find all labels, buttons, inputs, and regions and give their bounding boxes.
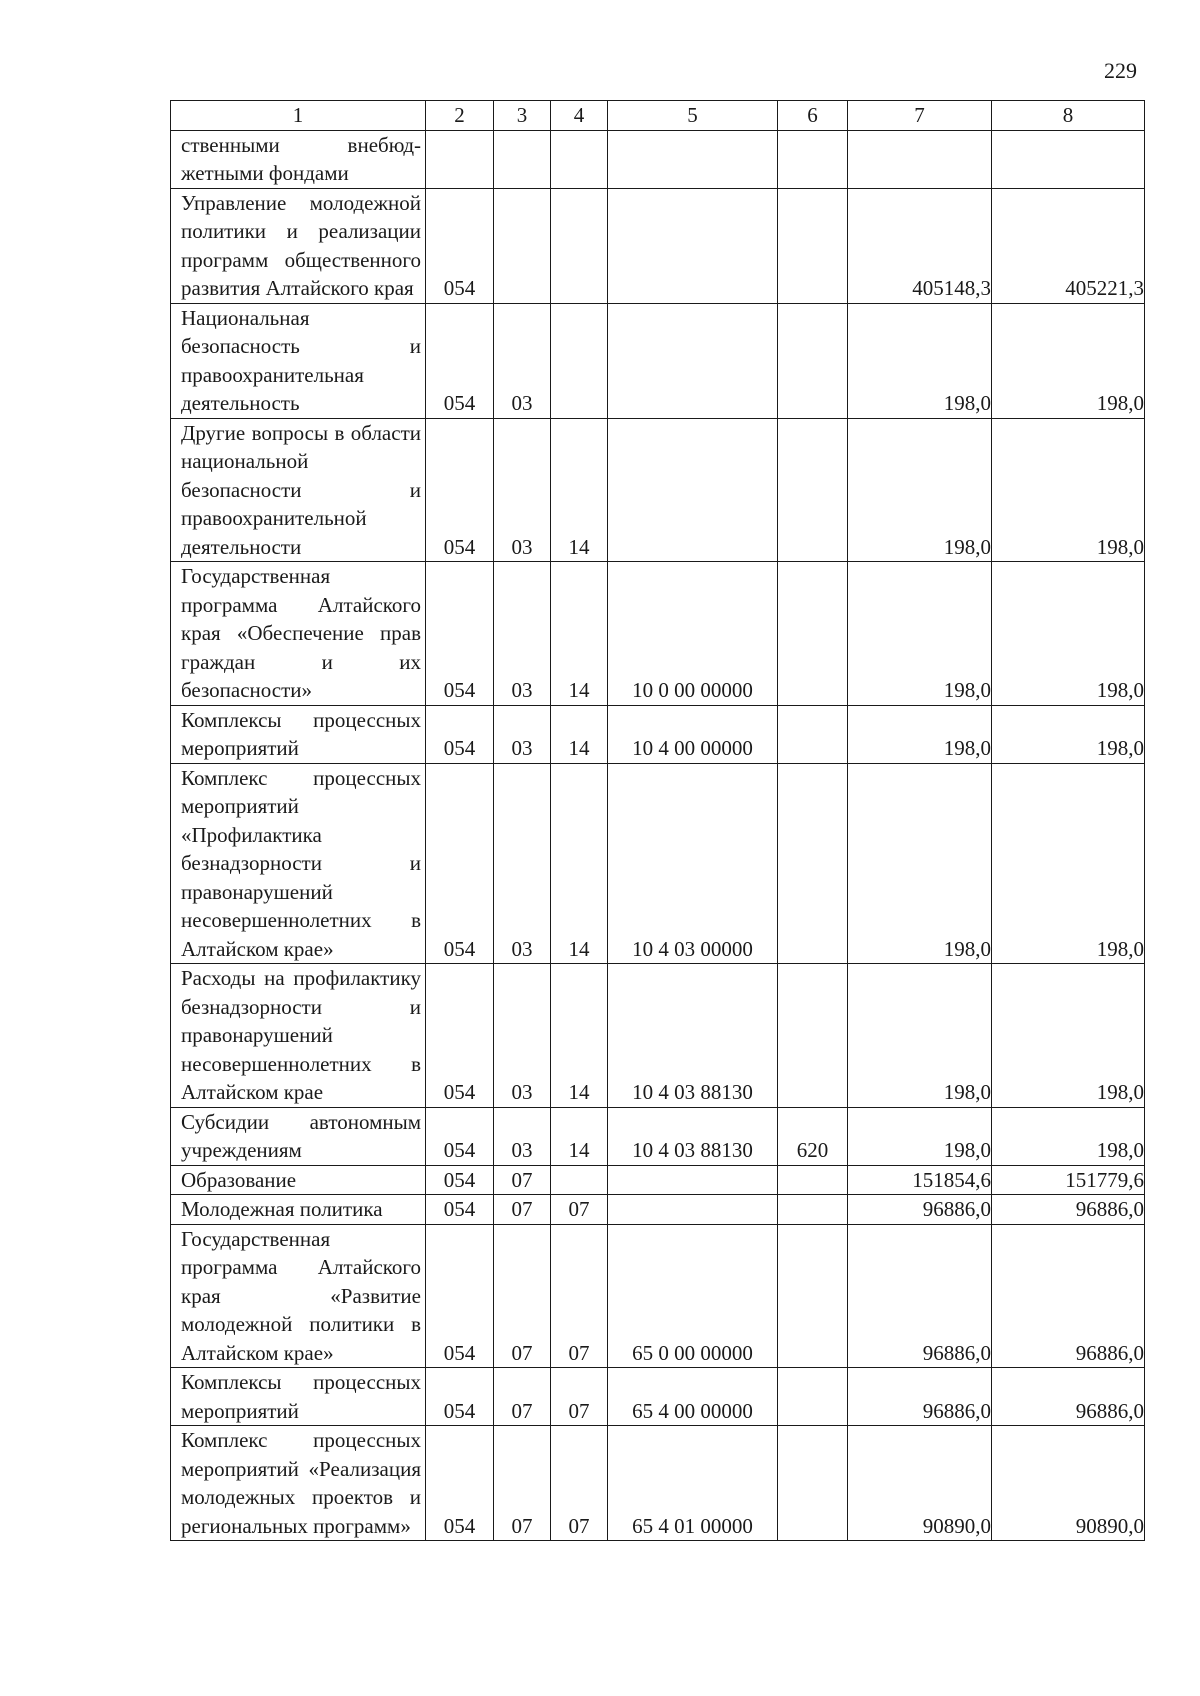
row-expense-type-cell	[778, 1195, 848, 1225]
table-header	[171, 101, 1145, 131]
row-amount-year2-cell: 198,0	[992, 1107, 1145, 1165]
table-row	[171, 964, 1145, 1108]
row-subsection-cell: 14	[551, 705, 608, 763]
row-section-cell: 07	[494, 1368, 551, 1426]
row-amount-year2-cell: 96886,0	[992, 1224, 1145, 1368]
table-row	[171, 418, 1145, 562]
row-ministry-code-cell: 054	[426, 1224, 494, 1368]
row-subsection-cell: 07	[551, 1224, 608, 1368]
header-col-7: 7	[848, 101, 992, 131]
row-target-article-cell: 65 4 00 00000	[608, 1368, 778, 1426]
row-amount-year1-cell: 198,0	[848, 763, 992, 964]
row-section-cell: 03	[494, 418, 551, 562]
row-section-cell	[494, 130, 551, 188]
table-row	[171, 303, 1145, 418]
row-amount-year2-cell: 405221,3	[992, 188, 1145, 303]
row-expense-type-cell	[778, 1426, 848, 1541]
row-expense-type-cell	[778, 130, 848, 188]
table-row	[171, 1107, 1145, 1165]
row-amount-year2-cell: 96886,0	[992, 1195, 1145, 1225]
row-subsection-cell: 07	[551, 1195, 608, 1225]
header-col-3: 3	[494, 101, 551, 131]
header-col-5: 5	[608, 101, 778, 131]
header-col-6: 6	[778, 101, 848, 131]
row-amount-year1-cell: 96886,0	[848, 1195, 992, 1225]
row-ministry-code-cell: 054	[426, 763, 494, 964]
row-amount-year2-cell: 90890,0	[992, 1426, 1145, 1541]
header-col-1: 1	[171, 101, 426, 131]
row-amount-year1-cell: 90890,0	[848, 1426, 992, 1541]
row-name-cell: ственными внебюд-жетными фондами	[171, 130, 426, 188]
row-ministry-code-cell: 054	[426, 418, 494, 562]
row-expense-type-cell	[778, 418, 848, 562]
row-amount-year1-cell: 198,0	[848, 705, 992, 763]
table-row	[171, 763, 1145, 964]
row-expense-type-cell	[778, 1165, 848, 1195]
table-row	[171, 188, 1145, 303]
row-ministry-code-cell: 054	[426, 188, 494, 303]
row-section-cell: 07	[494, 1165, 551, 1195]
row-ministry-code-cell: 054	[426, 1368, 494, 1426]
row-section-cell: 03	[494, 562, 551, 706]
row-expense-type-cell	[778, 188, 848, 303]
row-ministry-code-cell: 054	[426, 1107, 494, 1165]
row-amount-year1-cell: 96886,0	[848, 1224, 992, 1368]
table-row	[171, 1368, 1145, 1426]
row-target-article-cell	[608, 303, 778, 418]
row-name-cell: Молодежная политика	[171, 1195, 426, 1225]
row-amount-year1-cell	[848, 130, 992, 188]
row-expense-type-cell	[778, 1224, 848, 1368]
row-name-cell: Комплекс процессных мероприятий «Профилактика безнадзорности и правонарушений несовершеннолетних в Алтайском крае»	[171, 763, 426, 964]
row-expense-type-cell	[778, 763, 848, 964]
row-amount-year1-cell: 96886,0	[848, 1368, 992, 1426]
row-amount-year1-cell: 198,0	[848, 964, 992, 1108]
row-ministry-code-cell: 054	[426, 1195, 494, 1225]
row-amount-year2-cell: 198,0	[992, 562, 1145, 706]
row-name-cell: Другие вопросы в области национальной безопасности и правоохранительной деятельности	[171, 418, 426, 562]
page-number: 229	[1104, 58, 1137, 83]
table-row	[171, 1224, 1145, 1368]
header-row	[171, 101, 1145, 131]
row-subsection-cell: 14	[551, 1107, 608, 1165]
row-amount-year1-cell: 151854,6	[848, 1165, 992, 1195]
row-section-cell: 03	[494, 705, 551, 763]
row-expense-type-cell	[778, 705, 848, 763]
row-ministry-code-cell: 054	[426, 964, 494, 1108]
row-expense-type-cell	[778, 303, 848, 418]
row-target-article-cell: 10 4 03 88130	[608, 1107, 778, 1165]
row-amount-year1-cell: 198,0	[848, 1107, 992, 1165]
row-target-article-cell	[608, 1195, 778, 1225]
row-amount-year2-cell: 96886,0	[992, 1368, 1145, 1426]
row-subsection-cell	[551, 188, 608, 303]
row-section-cell: 03	[494, 964, 551, 1108]
row-target-article-cell: 65 4 01 00000	[608, 1426, 778, 1541]
row-amount-year2-cell: 198,0	[992, 418, 1145, 562]
row-target-article-cell: 10 4 03 00000	[608, 763, 778, 964]
row-amount-year1-cell: 198,0	[848, 418, 992, 562]
row-amount-year2-cell: 198,0	[992, 705, 1145, 763]
row-target-article-cell: 10 4 00 00000	[608, 705, 778, 763]
header-col-2: 2	[426, 101, 494, 131]
row-amount-year1-cell: 198,0	[848, 303, 992, 418]
row-target-article-cell	[608, 188, 778, 303]
row-ministry-code-cell: 054	[426, 1426, 494, 1541]
row-ministry-code-cell: 054	[426, 303, 494, 418]
row-target-article-cell: 10 4 03 88130	[608, 964, 778, 1108]
row-ministry-code-cell: 054	[426, 1165, 494, 1195]
row-subsection-cell: 14	[551, 763, 608, 964]
row-section-cell: 03	[494, 1107, 551, 1165]
row-name-cell: Национальная безопасность и правоохранительная деятельность	[171, 303, 426, 418]
row-section-cell	[494, 188, 551, 303]
row-expense-type-cell	[778, 1368, 848, 1426]
row-name-cell: Государственная программа Алтайского края «Обеспечение прав граждан и их безопасности»	[171, 562, 426, 706]
row-subsection-cell: 14	[551, 964, 608, 1108]
row-ministry-code-cell: 054	[426, 705, 494, 763]
table-row	[171, 1165, 1145, 1195]
row-section-cell: 03	[494, 763, 551, 964]
row-target-article-cell: 65 0 00 00000	[608, 1224, 778, 1368]
row-name-cell: Комплексы процессных мероприятий	[171, 705, 426, 763]
row-expense-type-cell	[778, 562, 848, 706]
row-name-cell: Государственная программа Алтайского края «Развитие молодежной политики в Алтайском крае»	[171, 1224, 426, 1368]
row-amount-year1-cell: 198,0	[848, 562, 992, 706]
row-section-cell: 07	[494, 1195, 551, 1225]
row-amount-year2-cell: 198,0	[992, 303, 1145, 418]
row-expense-type-cell	[778, 964, 848, 1108]
row-amount-year2-cell: 151779,6	[992, 1165, 1145, 1195]
row-ministry-code-cell: 054	[426, 562, 494, 706]
table-row	[171, 562, 1145, 706]
row-name-cell: Субсидии автономным учреждениям	[171, 1107, 426, 1165]
row-target-article-cell	[608, 418, 778, 562]
row-subsection-cell	[551, 130, 608, 188]
header-col-8: 8	[992, 101, 1145, 131]
row-section-cell: 07	[494, 1224, 551, 1368]
row-target-article-cell	[608, 130, 778, 188]
row-subsection-cell	[551, 303, 608, 418]
table-body	[171, 130, 1145, 1541]
row-name-cell: Расходы на профилактику безнадзорности и правонарушений несовершеннолетних в Алтайском крае	[171, 964, 426, 1108]
table-row	[171, 130, 1145, 188]
row-amount-year1-cell: 405148,3	[848, 188, 992, 303]
table-row	[171, 1195, 1145, 1225]
row-section-cell: 03	[494, 303, 551, 418]
row-subsection-cell	[551, 1165, 608, 1195]
row-section-cell: 07	[494, 1426, 551, 1541]
header-col-4: 4	[551, 101, 608, 131]
row-target-article-cell: 10 0 00 00000	[608, 562, 778, 706]
row-expense-type-cell: 620	[778, 1107, 848, 1165]
row-subsection-cell: 07	[551, 1426, 608, 1541]
budget-table	[170, 100, 1145, 1541]
row-name-cell: Комплексы процессных мероприятий	[171, 1368, 426, 1426]
row-name-cell: Комплекс процессных мероприятий «Реализация молодежных проектов и региональных программ»	[171, 1426, 426, 1541]
row-target-article-cell	[608, 1165, 778, 1195]
row-amount-year2-cell: 198,0	[992, 964, 1145, 1108]
row-amount-year2-cell	[992, 130, 1145, 188]
row-name-cell: Управление молодежной политики и реализации программ общественного развития Алтайского края	[171, 188, 426, 303]
table-row	[171, 705, 1145, 763]
row-name-cell: Образование	[171, 1165, 426, 1195]
table-row	[171, 1426, 1145, 1541]
row-subsection-cell: 14	[551, 418, 608, 562]
row-amount-year2-cell: 198,0	[992, 763, 1145, 964]
row-subsection-cell: 07	[551, 1368, 608, 1426]
row-ministry-code-cell	[426, 130, 494, 188]
row-subsection-cell: 14	[551, 562, 608, 706]
